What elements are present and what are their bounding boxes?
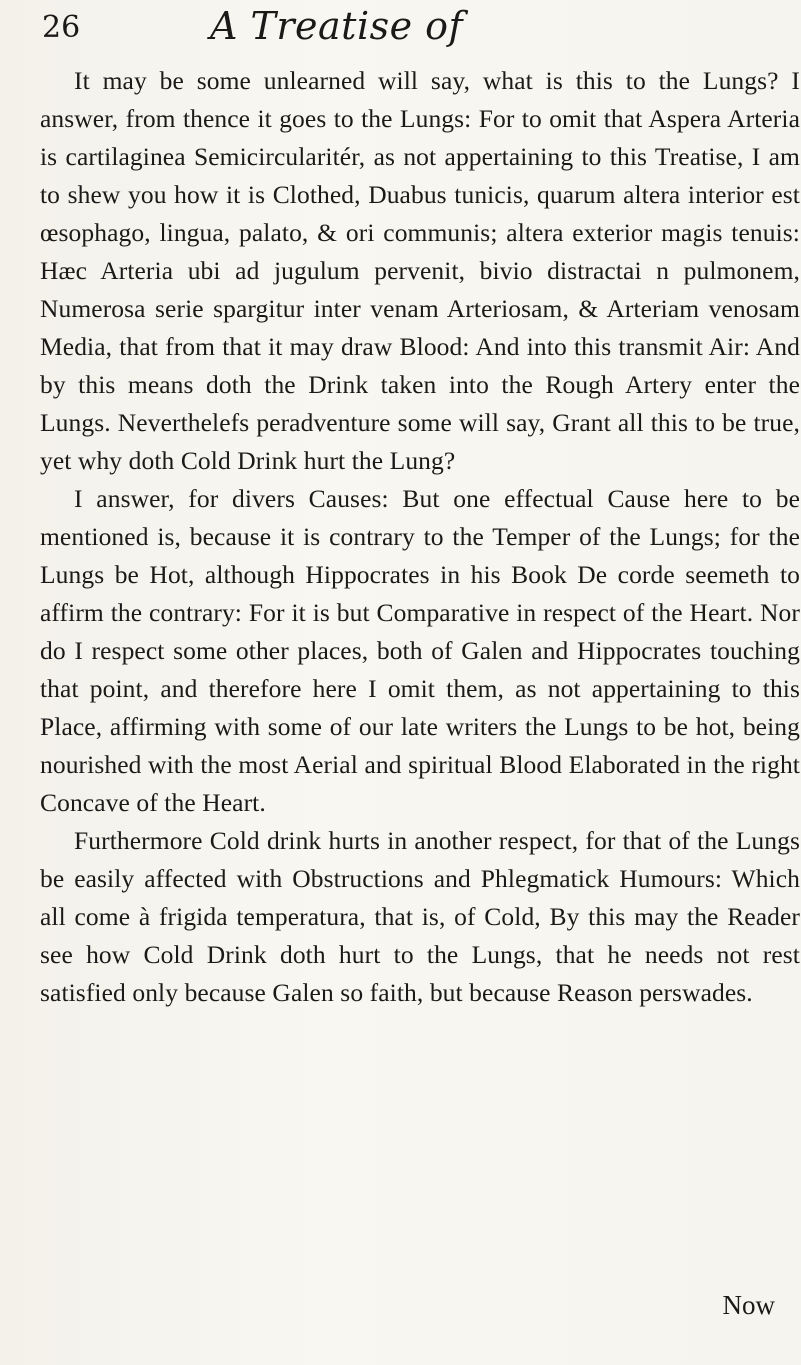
- paragraph-3: Furthermore Cold drink hurts in another respect, for that of the Lungs be easily affected with Obstructions and Phlegmatick Humours: Which all come à frigida temperatura, that is, of Cold, By this may the Reader see how Cold Drink doth hurt to the Lungs, that he needs not rest satisfied only because Galen so faith, but because Reason perswades.: [40, 826, 800, 1007]
- page-number: 26: [42, 10, 81, 45]
- paragraph-2: I answer, for divers Causes: But one effectual Cause here to be mentioned is, because it is contrary to the Temper of the Lungs; for the Lungs be Hot, although Hippocrates in his Book De corde seemeth to affirm the contrary: For it is but Comparative in respect of the Heart. Nor do I respect some other places, both of Galen and Hippocrates touching that point, and therefore here I omit them, as not appertaining to this Place, affirming with some of our late writers the Lungs to be hot, being nourished with the most Aerial and spiritual Blood Elaborated in the right Concave of the Heart.: [40, 484, 800, 817]
- catchword: Now: [722, 1290, 775, 1320]
- body-text: [40, 62, 800, 1012]
- running-title: A Treatise of: [210, 4, 464, 48]
- page-header: [40, 4, 761, 56]
- paragraph-1: It may be some unlearned will say, what is this to the Lungs? I answer, from thence it goes to the Lungs: For to omit that Aspera Arteria is cartilaginea Semicircularitér, as not appertaining to this Treatise, I am to shew you how it is Clothed, Duabus tunicis, quarum altera interior est œsophago, lingua, palato, & ori communis; altera exterior magis tenuis: Hæc Arteria ubi ad jugulum pervenit, bivio distractai n pulmonem, Numerosa serie spargitur inter venam Arteriosam, & Arteriam venosam Media, that from that it may draw Blood: And into this transmit Air: And by this means doth the Drink taken into the Rough Artery enter the Lungs. Neverthelefs peradventure some will say, Grant all this to be true, yet why doth Cold Drink hurt the Lung?: [40, 66, 800, 475]
